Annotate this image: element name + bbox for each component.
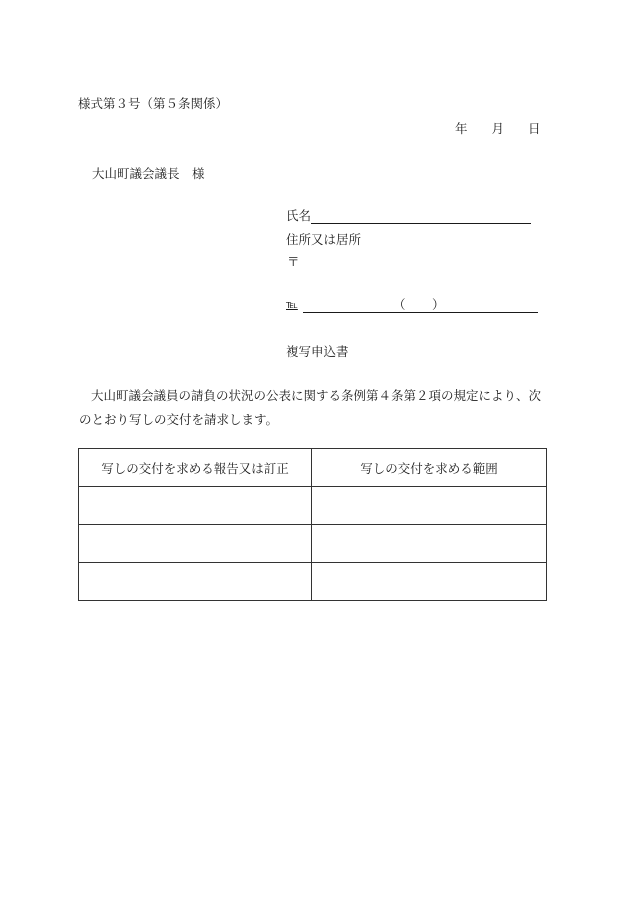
tel-paren-open: （	[393, 297, 406, 312]
table-header-report: 写しの交付を求める報告又は訂正	[79, 449, 312, 487]
recipient: 大山町議会議長 様	[92, 166, 205, 181]
name-field-line[interactable]	[311, 223, 531, 224]
date-line	[455, 121, 541, 137]
form-number: 様式第３号（第５条関係）	[78, 96, 229, 111]
date-month-label: 月	[491, 121, 505, 136]
tel-paren-close: ）	[432, 297, 445, 312]
address-label: 住所又は居所	[286, 232, 362, 247]
date-day-label: 日	[528, 121, 541, 136]
table-cell-range[interactable]	[312, 525, 547, 563]
table-header-range: 写しの交付を求める範囲	[312, 449, 547, 487]
postal-mark: 〒	[287, 254, 300, 269]
table-header-row	[79, 449, 547, 487]
date-year-label: 年	[455, 121, 468, 136]
tel-field-line[interactable]	[303, 312, 538, 313]
table-cell-report[interactable]	[79, 525, 312, 563]
body-text: 大山町議会議員の請負の状況の公表に関する条例第４条第２項の規定により、次のとおり写しの交付を請求します。	[79, 388, 542, 427]
table-cell-range[interactable]	[312, 563, 547, 601]
document-title: 複写申込書	[286, 344, 349, 359]
table-cell-report[interactable]	[79, 563, 312, 601]
name-label: 氏名	[286, 208, 312, 223]
table-row	[79, 487, 547, 525]
table-row	[79, 525, 547, 563]
table-row	[79, 563, 547, 601]
table-cell-report[interactable]	[79, 487, 312, 525]
request-table	[78, 448, 547, 601]
tel-label: ℡	[286, 298, 298, 311]
table-cell-range[interactable]	[312, 487, 547, 525]
